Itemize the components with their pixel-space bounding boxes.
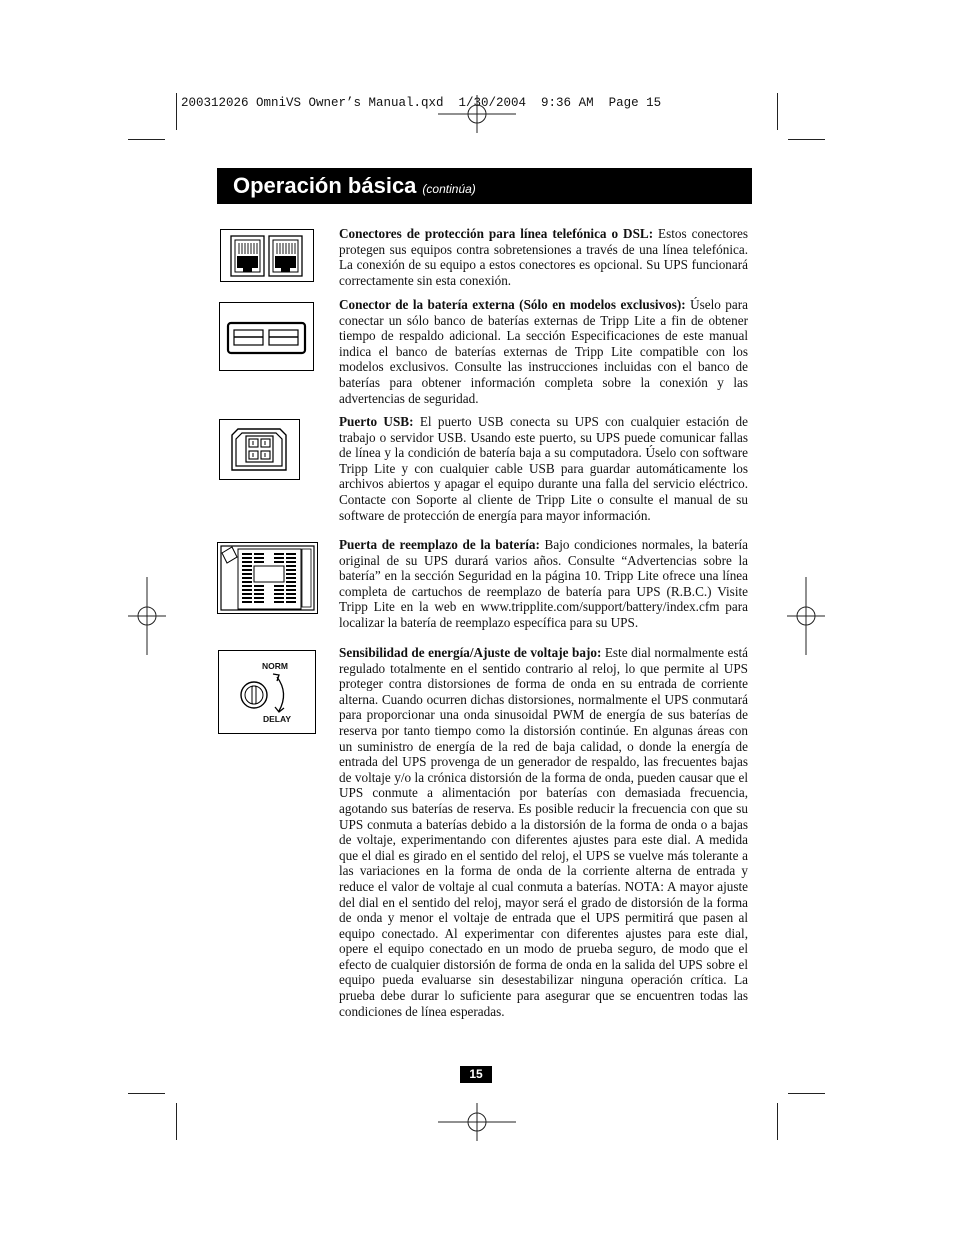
section-body: Estos conectores protegen sus equipos contra sobretensiones a través de una línea telefónica. La conexión de su equipo a estos conectores es opcional. Su UPS funcionará correctamente sin esta conexión.	[339, 226, 748, 288]
battery-connector-icon	[220, 303, 313, 370]
registration-mark-icon	[438, 95, 516, 133]
usb-port-icon	[220, 420, 299, 479]
page-title	[233, 173, 476, 199]
crop-mark	[128, 139, 165, 140]
section-heading: Conector de la batería externa (Sólo en modelos exclusivos):	[339, 297, 686, 312]
section-body: El puerto USB conecta su UPS con cualquier estación de trabajo o servidor USB. Usando este puerto, su UPS puede comunicar fallas de línea y la condición de batería baja a su computadora. Úselo con software Tripp Lite y con cualquier cable USB para guardar automáticamente los archivos abiertos y apagar el equipo durante una falla del servicio eléctrico. Contacte con Soporte al cliente de Tripp Lite o consulte el manual de su software de protección de energía para mayor información.	[339, 414, 748, 523]
section-body: Bajo condiciones normales, la batería original de su UPS durará varios años. Consulte “Advertencias sobre la batería” en la sección Seguridad en la página 10. Tripp Lite ofrece una línea completa de cartuchos de reemplazo de batería para UPS (R.B.C.) Visite Tripp Lite en la web en www.tripplite.com/support/battery/index.cfm para localizar la batería de reemplazo específica para su UPS.	[339, 537, 748, 630]
section-external-battery	[339, 297, 748, 406]
battery-connector-illustration	[219, 302, 314, 371]
page-number: 15	[460, 1066, 492, 1083]
crop-mark	[788, 139, 825, 140]
dial-delay-label: DELAY	[263, 714, 292, 724]
crop-mark	[788, 1093, 825, 1094]
dial-knob-icon	[219, 651, 315, 733]
crop-mark	[128, 1093, 165, 1094]
crop-mark	[777, 1103, 778, 1140]
section-heading: Puerto USB:	[339, 414, 414, 429]
battery-door-illustration	[217, 542, 318, 614]
registration-mark-icon	[787, 577, 825, 655]
crop-mark	[176, 1103, 177, 1140]
section-header-banner	[217, 168, 752, 204]
usb-port-illustration	[219, 419, 300, 480]
crop-mark	[777, 93, 778, 130]
section-phone-dsl	[339, 226, 748, 288]
section-heading: Sensibilidad de energía/Ajuste de voltaje bajo:	[339, 645, 602, 660]
section-battery-door	[339, 537, 748, 631]
dial-norm-label: NORM	[262, 661, 288, 671]
section-usb-port	[339, 414, 748, 523]
section-heading: Conectores de protección para línea telefónica o DSL:	[339, 226, 654, 241]
page-title-text: Operación básica	[233, 173, 417, 198]
sensitivity-dial-illustration	[218, 650, 316, 734]
section-sensitivity-dial	[339, 645, 748, 1019]
section-heading: Puerta de reemplazo de la batería:	[339, 537, 540, 552]
phone-jack-illustration	[220, 229, 314, 282]
registration-mark-icon	[128, 577, 166, 655]
section-body: Úselo para conectar un sólo banco de baterías externas de Tripp Lite a fin de obtener tiempo de respaldo adicional. La sección Especificaciones de este manual indica el banco de baterías externas de Tripp Lite compatible con los modelos exclusivos. Consulte las instrucciones incluidas con el banco de baterías para obtener información completa sobre la conexión y las advertencias de seguridad.	[339, 297, 748, 406]
battery-door-icon	[218, 543, 317, 613]
registration-mark-icon	[438, 1103, 516, 1141]
section-body: Este dial normalmente está regulado totalmente en el sentido contrario al reloj, lo que permite al UPS proteger contra distorsiones de forma de onda en su entrada de corriente alterna. Cuando ocurren dichas distorsiones, normalmente el UPS conmutará para proporcionar una onda sinusoidal PWM de energía de sus baterías de reserva por tanto tiempo como la distorsión continúe. En algunas áreas con un suministro de energía de la red de baja calidad, o donde la energía de entrada del UPS provenga de un generador de respaldo, las frecuentes bajas de voltaje y/o la crónica distorsión de la forma de onda, pueden causar que el UPS conmute a alimentación por baterías con demasiada frecuencia, agotando sus baterías de reserva. Es posible reducir la frecuencia con que su UPS conmuta a baterías debido a la distorsión de la forma de onda o a bajas de voltaje, experimentando con diferentes ajustes para este dial. A medida que el dial es girado en el sentido del reloj, el UPS se vuelve más tolerante a las variaciones en la forma de onda de la corriente alterna de entrada y reduce el valor de voltaje al cual conmuta a baterías. NOTA: A mayor ajuste del dial en el sentido del reloj, mayor será el grado de distorsión de la forma de onda y menor el voltaje de entrada que el UPS permitirá que pasen al equipo conectado. Al experimentar con diferentes ajustes para este dial, opere el equipo conectado en un modo de prueba seguro, de modo que el efecto de cualquier distorsión de forma de onda en la salida del UPS sobre el equipo pueda evaluarse sin desestabilizar ninguna operación crítica. La prueba debe durar lo suficiente para asegurar que se encuentren todas las condiciones de línea esperadas.	[339, 645, 749, 1019]
print-slug: 200312026 OmniVS Owner’s Manual.qxd 1/30/2004 9:36 AM Page 15	[181, 96, 662, 110]
page-subtitle: (continúa)	[422, 182, 476, 196]
rj-jack-icon	[221, 230, 313, 281]
crop-mark	[176, 93, 177, 130]
